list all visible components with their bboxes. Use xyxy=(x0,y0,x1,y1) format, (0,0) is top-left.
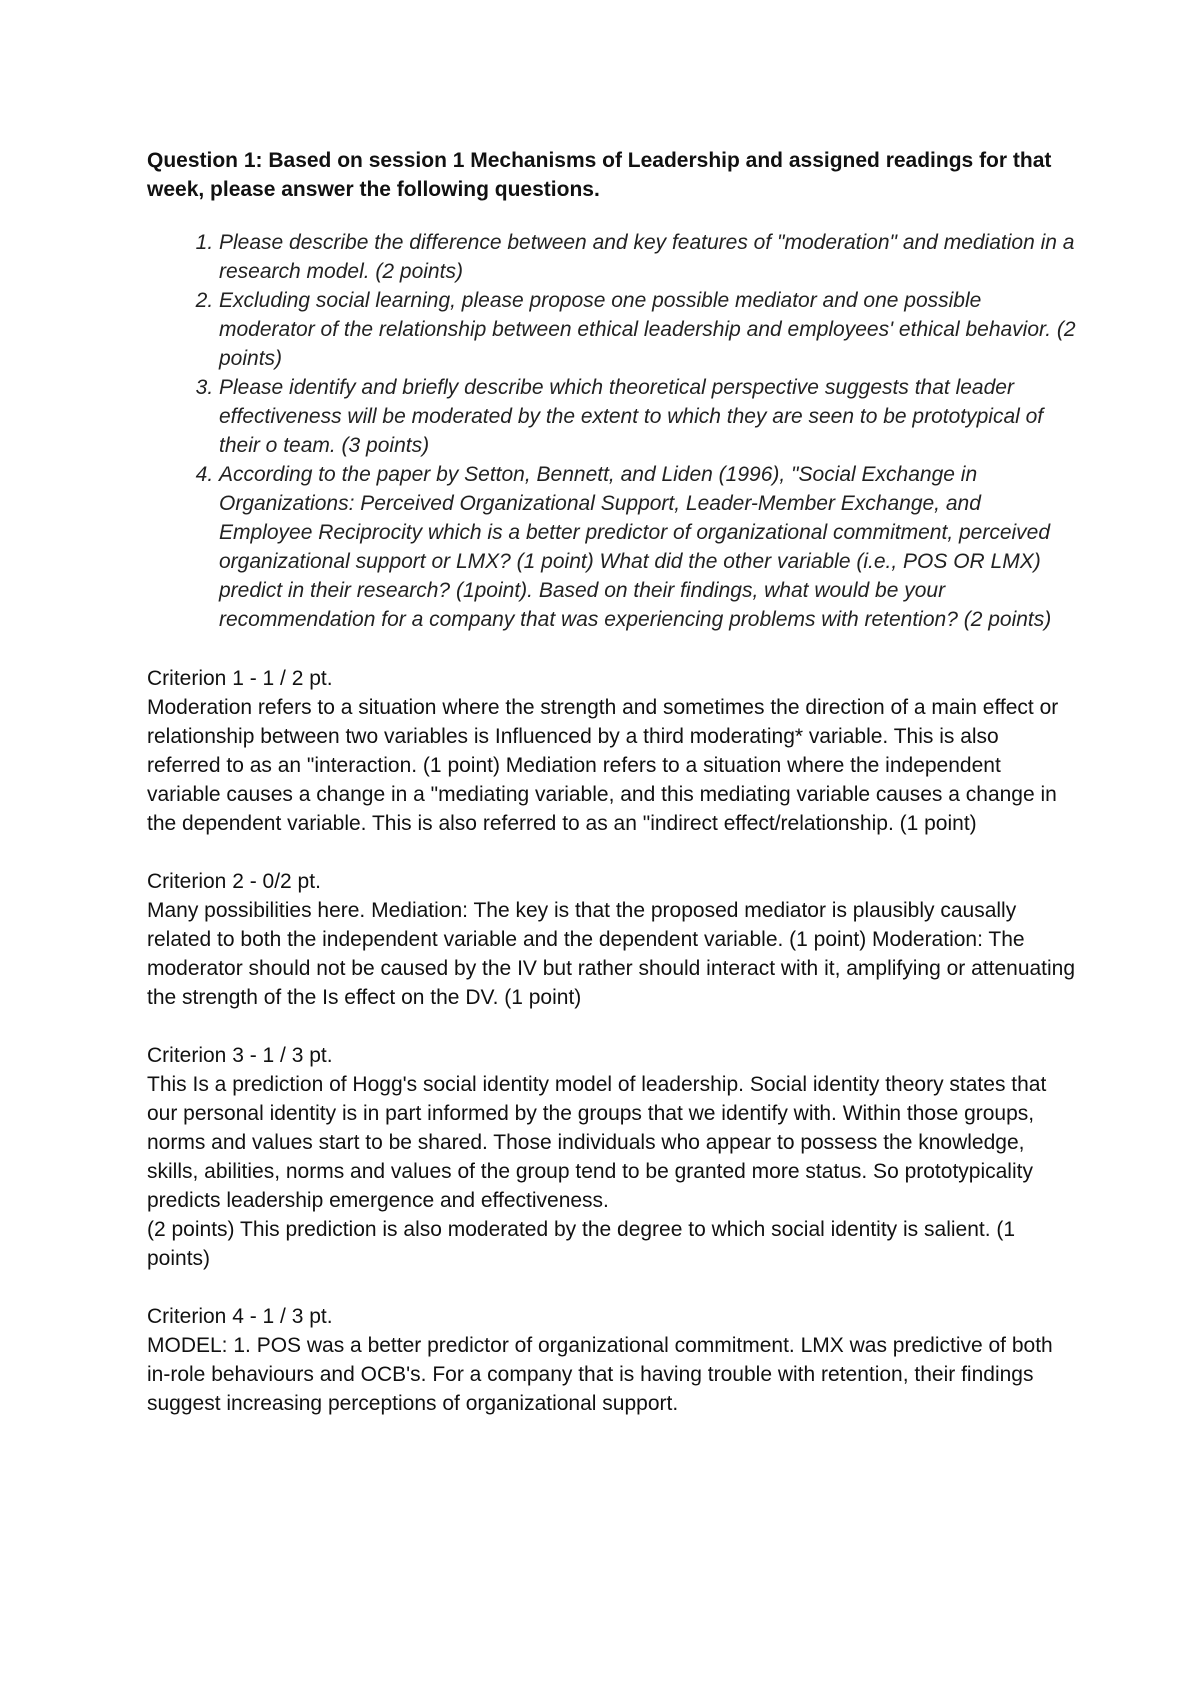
criterion-2-title: Criterion 2 - 0/2 pt. xyxy=(147,870,321,893)
criterion-4 xyxy=(147,1302,1077,1418)
question-item-1: 1. Please describe the difference between and key features of "moderation" and mediation in a research model. (2 points) xyxy=(219,228,1077,286)
criterion-3-body: This Is a prediction of Hogg's social identity model of leadership. Social identity theory states that our personal identity is in part informed by the groups that we identify with. Within those groups, norms and values start to be shared. Those individuals who appear to possess the knowledge, skills, abilities, norms and values of the group tend to be granted more status. So prototypicality predicts leadership emergence and effectiveness. xyxy=(147,1073,1047,1212)
criterion-2 xyxy=(147,867,1077,1012)
criterion-1-title: Criterion 1 - 1 / 2 pt. xyxy=(147,667,333,690)
document-content xyxy=(147,146,1077,1447)
criterion-1 xyxy=(147,664,1077,838)
criterion-4-title: Criterion 4 - 1 / 3 pt. xyxy=(147,1305,333,1328)
criterion-4-body: MODEL: 1. POS was a better predictor of organizational commitment. LMX was predictive of both in-role behaviours and OCB's. For a company that is having trouble with retention, their findings suggest increasing perceptions of organizational support. xyxy=(147,1334,1053,1415)
criterion-3 xyxy=(147,1041,1077,1273)
question-list xyxy=(147,228,1077,634)
criterion-1-body: Moderation refers to a situation where the strength and sometimes the direction of a main effect or relationship between two variables is Influenced by a third moderating* variable. This is also referred to as an "interaction. (1 point) Mediation refers to a situation where the independent variable causes a change in a "mediating variable, and this mediating variable causes a change in the dependent variable. This is also referred to as an "indirect effect/relationship. (1 point) xyxy=(147,696,1059,835)
question-item-2: 2. Excluding social learning, please propose one possible mediator and one possible moderator of the relationship between ethical leadership and employees' ethical behavior. (2 points) xyxy=(219,286,1077,373)
question-item-4: 4. According to the paper by Setton, Bennett, and Liden (1996), "Social Exchange in Organizations: Perceived Organizational Support, Leader-Member Exchange, and Employee Reciprocity which is a better predictor of organizational commitment, perceived organizational support or LMX? (1 point) What did the other variable (i.e., POS OR LMX) predict in their research? (1point). Based on their findings, what would be your recommendation for a company that was experiencing problems with retention? (2 points) xyxy=(219,460,1077,634)
question-item-3: 3. Please identify and briefly describe which theoretical perspective suggests that leader effectiveness will be moderated by the extent to which they are seen to be prototypical of their o team. (3 points) xyxy=(219,373,1077,460)
criterion-3-title: Criterion 3 - 1 / 3 pt. xyxy=(147,1044,333,1067)
criterion-2-body: Many possibilities here. Mediation: The key is that the proposed mediator is plausibly causally related to both the independent variable and the dependent variable. (1 point) Moderation: The moderator should not be caused by the IV but rather should interact with it, amplifying or attenuating the strength of the Is effect on the DV. (1 point) xyxy=(147,899,1076,1009)
question-heading: Question 1: Based on session 1 Mechanisms of Leadership and assigned readings for that week, please answer the following questions. xyxy=(147,149,1052,201)
criterion-3-body-points: (2 points) This prediction is also moderated by the degree to which social identity is salient. (1 points) xyxy=(147,1218,1016,1270)
